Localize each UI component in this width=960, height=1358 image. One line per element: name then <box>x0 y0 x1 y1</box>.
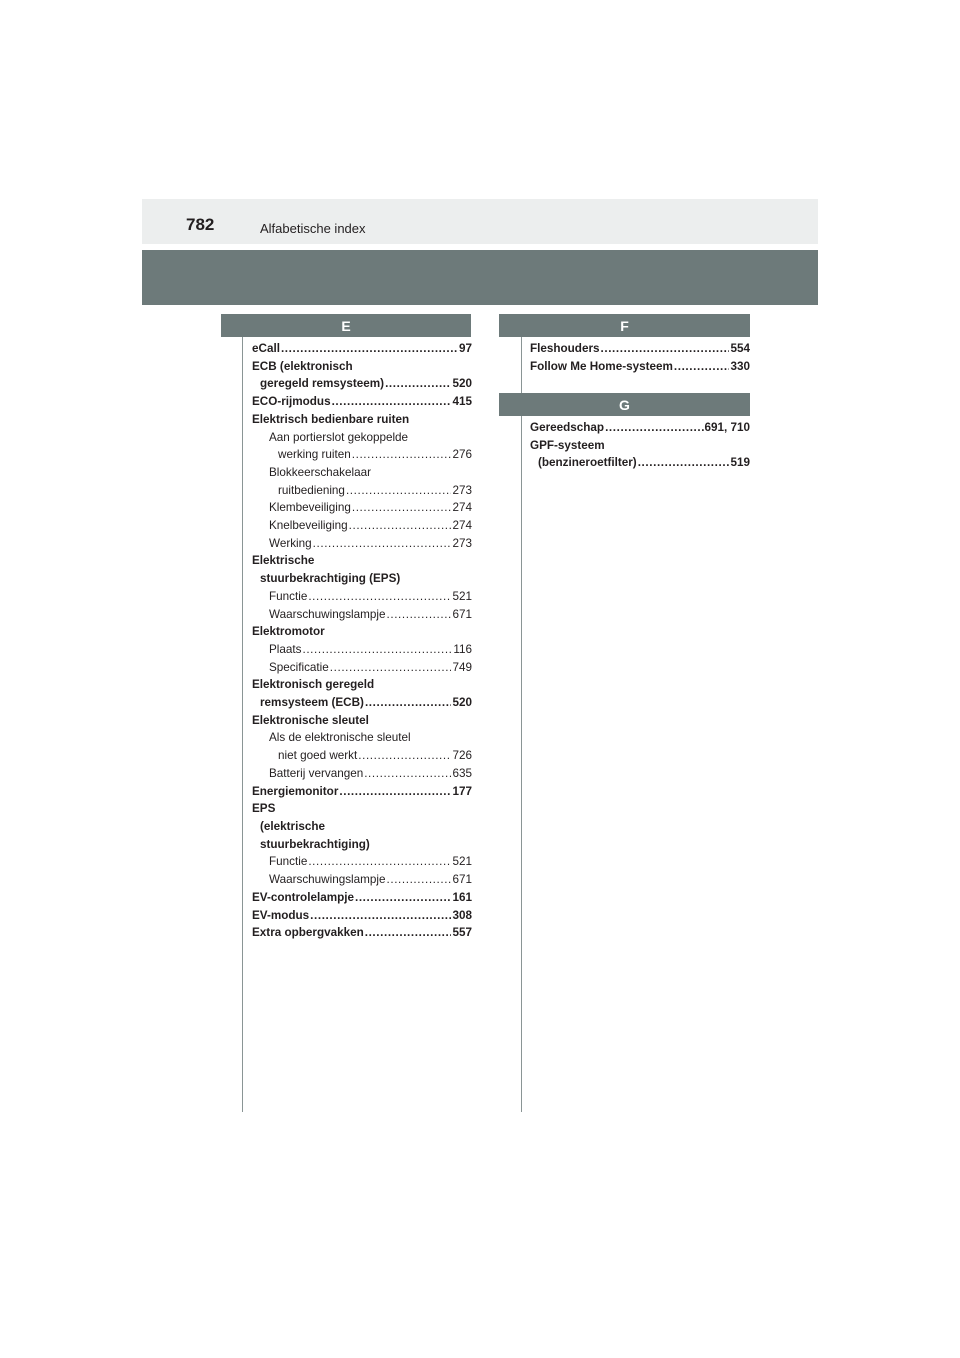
index-entry-label: Extra opbergvakken <box>252 926 364 940</box>
column-divider-left <box>242 336 243 1112</box>
index-entry-page: 557 <box>452 926 472 940</box>
index-entry-label: Functie <box>269 589 308 603</box>
chapter-banner <box>142 250 818 305</box>
dot-leader <box>339 783 451 801</box>
index-entry-page: 177 <box>452 784 472 798</box>
index-entry-page: 415 <box>452 395 472 409</box>
index-entry <box>252 446 472 464</box>
index-entry <box>252 676 472 694</box>
index-entry <box>252 375 472 393</box>
index-entry <box>530 454 750 472</box>
index-entry-label: Batterij vervangen <box>269 766 364 780</box>
index-entry-label: EPS <box>252 802 276 816</box>
index-entry-label: Fleshouders <box>530 342 600 355</box>
dot-leader <box>352 446 452 464</box>
dot-leader <box>387 871 452 889</box>
index-entry <box>252 588 472 606</box>
dot-leader <box>364 765 451 783</box>
page-number: 782 <box>186 215 215 234</box>
index-entry <box>252 694 472 712</box>
letter-heading-f: F <box>499 314 750 337</box>
index-list-e <box>252 340 472 942</box>
index-entry <box>252 907 472 925</box>
index-entry-label: ECO-rijmodus <box>252 395 331 409</box>
index-entry <box>252 358 472 376</box>
index-entry <box>252 570 472 588</box>
index-entry <box>252 517 472 535</box>
index-entry-page: 274 <box>452 519 472 533</box>
index-entry-label: Knelbeveiliging <box>269 519 348 533</box>
index-entry-page: 274 <box>452 501 472 515</box>
index-entry-label: stuurbekrachtiging) <box>260 837 370 851</box>
dot-leader <box>313 535 452 553</box>
index-entry-page: 554 <box>730 342 750 355</box>
index-entry <box>252 729 472 747</box>
index-entry-page: 273 <box>452 536 472 550</box>
dot-leader <box>281 340 458 358</box>
index-entry <box>252 429 472 447</box>
index-entry-label: werking ruiten <box>278 448 351 462</box>
dot-leader <box>346 482 452 500</box>
index-entry <box>252 747 472 765</box>
index-entry <box>252 499 472 517</box>
dot-leader <box>349 517 452 535</box>
index-entry-label: Waarschuwingslampje <box>269 873 386 887</box>
index-entry-page: 520 <box>452 696 472 710</box>
index-entry-label: Als de elektronische sleutel <box>269 731 411 745</box>
index-entry-label: (elektrische <box>260 819 325 833</box>
index-entry <box>252 535 472 553</box>
index-entry-label: Energiemonitor <box>252 784 339 798</box>
index-entry <box>252 712 472 730</box>
index-entry <box>252 836 472 854</box>
index-entry-label: EV-controlelampje <box>252 890 354 904</box>
index-entry-page: 161 <box>452 890 472 904</box>
index-entry <box>252 800 472 818</box>
index-entry <box>530 419 750 437</box>
index-entry-label: Werking <box>269 536 312 550</box>
index-entry <box>252 871 472 889</box>
index-entry-page: 635 <box>452 766 472 780</box>
index-entry-page: 521 <box>452 855 472 869</box>
dot-leader <box>605 419 703 437</box>
index-entry-label: Elektrisch bedienbare ruiten <box>252 412 410 426</box>
index-entry <box>252 783 472 801</box>
dot-leader <box>385 375 451 393</box>
dot-leader <box>365 924 452 942</box>
column-divider-right <box>521 336 522 1112</box>
letter-heading-e: E <box>221 314 471 337</box>
index-entry <box>530 437 750 455</box>
index-entry-label: EV-modus <box>252 908 310 922</box>
index-entry-page: 671 <box>452 607 472 621</box>
dot-leader <box>387 606 452 624</box>
index-entry-label: Blokkeerschakelaar <box>269 465 371 479</box>
index-entry-page: 273 <box>452 483 472 497</box>
section-title: Alfabetische index <box>260 221 366 236</box>
index-list-f <box>530 340 750 375</box>
index-entry-label: Waarschuwingslampje <box>269 607 386 621</box>
index-entry <box>252 411 472 429</box>
index-entry-page: 116 <box>453 642 472 656</box>
dot-leader <box>330 659 452 677</box>
index-entry-label: Elektromotor <box>252 625 325 639</box>
index-entry <box>252 924 472 942</box>
index-entry-label: (benzineroetfilter) <box>538 456 637 470</box>
index-entry <box>252 765 472 783</box>
dot-leader <box>638 454 730 472</box>
index-entry <box>252 393 472 411</box>
index-entry-label: stuurbekrachtiging (EPS) <box>260 572 401 586</box>
index-entry <box>252 889 472 907</box>
index-entry-label: Follow Me Home-systeem <box>530 359 673 373</box>
index-entry-page: 97 <box>458 342 472 355</box>
dot-leader <box>365 694 452 712</box>
index-entry-page: 520 <box>452 377 472 391</box>
dot-leader <box>310 907 451 925</box>
index-entry <box>530 358 750 376</box>
index-entry-label: geregeld remsysteem) <box>260 377 385 391</box>
index-entry <box>530 340 750 358</box>
dot-leader <box>674 358 730 376</box>
dot-leader <box>308 588 451 606</box>
index-entry-label: Gereedschap <box>530 421 605 434</box>
index-entry-label: GPF-systeem <box>530 438 605 452</box>
index-entry-label: Klembeveiliging <box>269 501 351 515</box>
dot-leader <box>358 747 451 765</box>
index-entry <box>252 818 472 836</box>
index-list-g <box>530 419 750 472</box>
index-entry <box>252 641 472 659</box>
dot-leader <box>355 889 452 907</box>
index-entry-page: 726 <box>452 749 472 763</box>
index-entry-page: 691, 710 <box>704 421 750 434</box>
dot-leader <box>352 499 452 517</box>
index-entry-page: 519 <box>730 456 750 470</box>
index-entry <box>252 853 472 871</box>
index-entry-page: 276 <box>452 448 472 462</box>
index-entry-page: 330 <box>730 359 750 373</box>
index-entry-page: 308 <box>452 908 472 922</box>
page-header-bar <box>142 199 818 244</box>
index-entry-label: Specificatie <box>269 660 329 674</box>
index-entry <box>252 464 472 482</box>
index-entry-label: Functie <box>269 855 308 869</box>
dot-leader <box>332 393 452 411</box>
index-entry-label: remsysteem (ECB) <box>260 696 364 710</box>
dot-leader <box>302 641 452 659</box>
index-entry-page: 671 <box>452 873 472 887</box>
index-entry <box>252 552 472 570</box>
index-entry-label: Aan portierslot gekoppelde <box>269 430 409 444</box>
index-entry-label: ruitbediening <box>278 483 345 497</box>
index-entry-label: Plaats <box>269 642 302 656</box>
index-entry-label: Elektronische sleutel <box>252 713 369 727</box>
index-entry-label: niet goed werkt <box>278 749 358 763</box>
index-entry <box>252 606 472 624</box>
index-entry <box>252 482 472 500</box>
index-entry <box>252 623 472 641</box>
index-entry-label: ECB (elektronisch <box>252 359 353 373</box>
index-entry <box>252 659 472 677</box>
letter-heading-g: G <box>499 393 750 416</box>
index-entry-label: Elektrische <box>252 554 315 568</box>
dot-leader <box>601 340 730 358</box>
index-entry-page: 521 <box>452 589 472 603</box>
index-entry <box>252 340 472 358</box>
index-entry-label: Elektronisch geregeld <box>252 678 375 692</box>
index-entry-label: eCall <box>252 342 280 355</box>
index-entry-page: 749 <box>452 660 472 674</box>
dot-leader <box>308 853 451 871</box>
